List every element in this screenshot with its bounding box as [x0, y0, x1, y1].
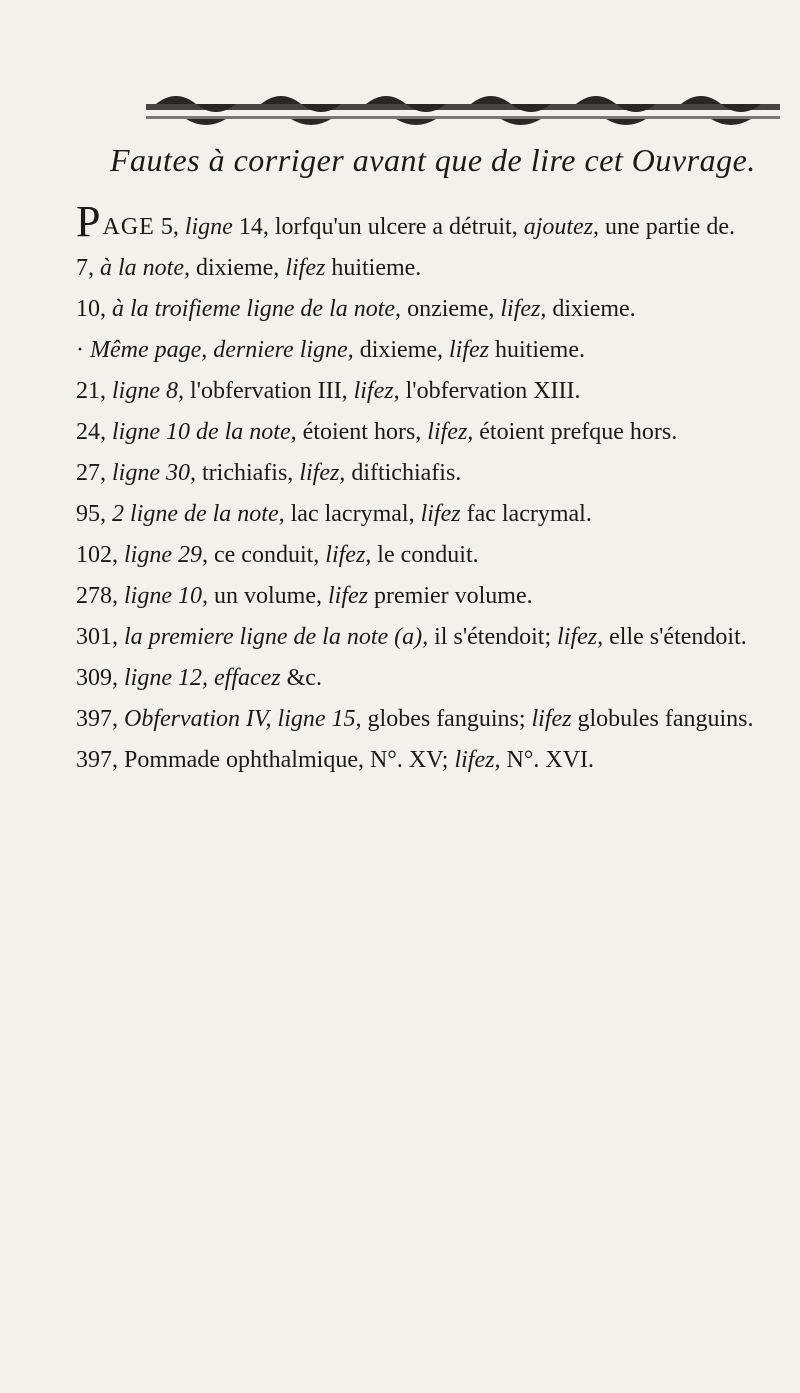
errata-entry: 309, ligne 12, effacez &c. [76, 665, 322, 691]
errata-entry: · Même page, derniere ligne, dixieme, lifez huitieme. [76, 337, 585, 363]
errata-entry: 397, Obfervation IV, ligne 15, globes fanguins; lifez globules fanguins. [76, 706, 754, 732]
drop-cap: P [76, 197, 101, 246]
errata-entry: 301, la premiere ligne de la note (a), il s'étendoit; lifez, elle s'étendoit. [76, 624, 747, 650]
errata-entry: 27, ligne 30, trichiafis, lifez, diftichiafis. [76, 460, 462, 486]
errata-list [76, 197, 766, 786]
errata-entry: 21, ligne 8, l'obfervation III, lifez, l'obfervation XIII. [76, 378, 581, 404]
errata-entry: 95, 2 ligne de la note, lac lacrymal, lifez fac lacrymal. [76, 501, 592, 527]
errata-entry: 397, Pommade ophthalmique, N°. XV; lifez, N°. XVI. [76, 747, 595, 773]
errata-entry: 278, ligne 10, un volume, lifez premier volume. [76, 583, 533, 609]
decorative-headpiece [146, 86, 780, 132]
errata-entry: PAGE 5, ligne 14, lorfqu'un ulcere a détruit, ajoutez, une partie de. [76, 197, 735, 246]
errata-entry: 7, à la note, dixieme, lifez huitieme. [76, 255, 422, 281]
errata-entry: 24, ligne 10 de la note, étoient hors, lifez, étoient prefque hors. [76, 419, 678, 445]
errata-entry: 10, à la troifieme ligne de la note, onzieme, lifez, dixieme. [76, 296, 636, 322]
page-title: Fautes à corriger avant que de lire cet Ouvrage. [110, 142, 756, 178]
errata-entry: 102, ligne 29, ce conduit, lifez, le conduit. [76, 542, 479, 568]
